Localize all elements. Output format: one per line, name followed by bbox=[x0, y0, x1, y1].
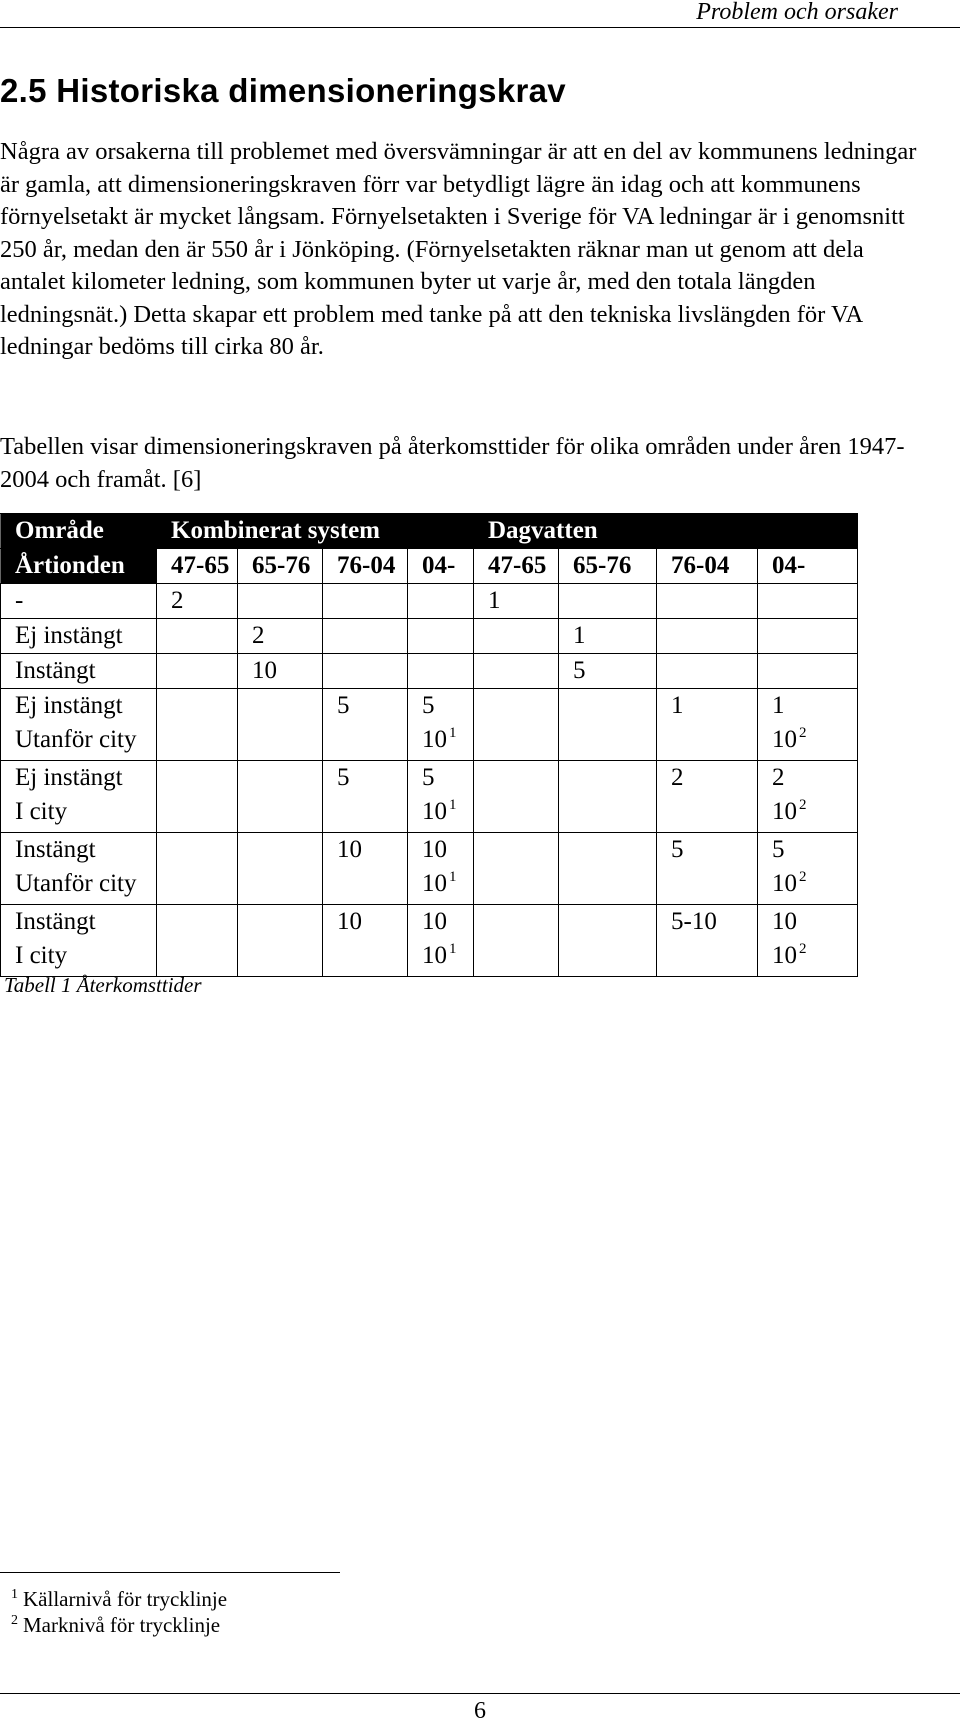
body-paragraph-1: Några av orsakerna till problemet med översvämningar är att en del av kommunens ledningar är gamla, att dimensioneringskraven förr var betydligt lägre än idag och att kommunens förnyelsetakt är mycket långsam. Förnyelsetakten i Sverige för VA ledningar är i genomsnitt 250 år, medan den är 550 år i Jönköping. (Förnyelsetakten räknar man ut genom att dela antalet kilometer ledning, som kommunen byter ut varje år, med den totala längden ledningsnät.) Detta skapar ett problem med tanke på att den tekniska livslängden för VA ledningar bedöms till cirka 80 år. bbox=[0, 138, 917, 360]
footnote-ref: 2 bbox=[799, 797, 807, 813]
value-cell bbox=[657, 619, 758, 654]
value-text: 2 bbox=[171, 587, 184, 614]
return-period-table bbox=[0, 513, 858, 977]
value-cell bbox=[157, 905, 238, 977]
value-text: 10 bbox=[422, 908, 447, 935]
table-row bbox=[1, 689, 858, 761]
table-row bbox=[1, 619, 858, 654]
value-cell bbox=[323, 761, 408, 833]
section-heading: 2.5 Historiska dimensioneringskrav bbox=[0, 72, 566, 109]
value-cell bbox=[323, 905, 408, 977]
area-cell bbox=[1, 584, 157, 619]
value-cell bbox=[408, 761, 474, 833]
value-cell bbox=[408, 833, 474, 905]
table-caption: Tabell 1 Återkomsttider bbox=[4, 973, 202, 997]
value-cell bbox=[474, 905, 559, 977]
area-cell bbox=[1, 833, 157, 905]
value-cell bbox=[559, 905, 657, 977]
area-line: I city bbox=[15, 798, 68, 825]
area-line: Ej instängt bbox=[15, 764, 123, 791]
area-line: Instängt bbox=[15, 657, 96, 684]
subheader-cell: 04- bbox=[408, 549, 474, 584]
footnote-ref: 2 bbox=[799, 725, 807, 741]
value-cell bbox=[157, 689, 238, 761]
value-cell bbox=[657, 654, 758, 689]
area-line: Utanför city bbox=[15, 870, 137, 897]
area-line: Ej instängt bbox=[15, 622, 123, 649]
value-cell bbox=[474, 689, 559, 761]
value-cell bbox=[238, 619, 323, 654]
value-text: 1 bbox=[488, 587, 501, 614]
area-line: Utanför city bbox=[15, 726, 137, 753]
footer-rule bbox=[0, 1693, 960, 1694]
value-text: 10 bbox=[772, 870, 797, 897]
table-row bbox=[1, 654, 858, 689]
value-cell bbox=[323, 689, 408, 761]
value-cell bbox=[323, 584, 408, 619]
subheader-cell: 04- bbox=[758, 549, 858, 584]
value-cell bbox=[758, 654, 858, 689]
value-cell bbox=[758, 619, 858, 654]
value-cell bbox=[657, 833, 758, 905]
subheader-cell: 76-04 bbox=[657, 549, 758, 584]
value-text: 5 bbox=[422, 692, 435, 719]
value-text: 10 bbox=[422, 798, 447, 825]
footnote-rule bbox=[0, 1572, 340, 1573]
table-subheader-row bbox=[1, 549, 858, 584]
page-number: 6 bbox=[474, 1698, 486, 1724]
value-text: 10 bbox=[422, 726, 447, 753]
value-cell bbox=[474, 584, 559, 619]
value-cell bbox=[157, 761, 238, 833]
table-row bbox=[1, 905, 858, 977]
value-cell bbox=[559, 833, 657, 905]
value-cell bbox=[758, 833, 858, 905]
footnote-1 bbox=[11, 1587, 227, 1611]
value-cell bbox=[157, 654, 238, 689]
value-cell bbox=[758, 905, 858, 977]
area-line: I city bbox=[15, 942, 68, 969]
value-cell bbox=[157, 833, 238, 905]
value-cell bbox=[408, 689, 474, 761]
area-cell bbox=[1, 654, 157, 689]
subheader-cell: 76-04 bbox=[323, 549, 408, 584]
table-body bbox=[1, 514, 858, 977]
body-paragraph-2: Tabellen visar dimensioneringskraven på återkomsttider för olika områden under åren 1947-2004 och framåt. [6] bbox=[0, 433, 905, 493]
subheader-cell: 47-65 bbox=[157, 549, 238, 584]
value-cell bbox=[559, 654, 657, 689]
value-cell bbox=[238, 761, 323, 833]
value-cell bbox=[657, 689, 758, 761]
value-cell bbox=[474, 833, 559, 905]
subheader-cell: 65-76 bbox=[238, 549, 323, 584]
footnote-mark: 1 bbox=[11, 1587, 18, 1602]
header-rule bbox=[0, 27, 960, 28]
footnote-ref: 1 bbox=[449, 725, 457, 741]
value-cell bbox=[408, 584, 474, 619]
table-row bbox=[1, 761, 858, 833]
value-cell bbox=[559, 619, 657, 654]
footnote-mark: 2 bbox=[11, 1613, 18, 1628]
value-text: 10 bbox=[772, 798, 797, 825]
value-cell bbox=[408, 654, 474, 689]
value-text: 10 bbox=[772, 726, 797, 753]
footnote-2 bbox=[11, 1613, 220, 1637]
value-cell bbox=[559, 689, 657, 761]
value-cell bbox=[758, 761, 858, 833]
subheader-cell: 65-76 bbox=[559, 549, 657, 584]
value-cell bbox=[758, 689, 858, 761]
value-text: 1 bbox=[772, 692, 785, 719]
value-text: 5-10 bbox=[671, 908, 717, 935]
value-text: 2 bbox=[252, 622, 265, 649]
table-header-row bbox=[1, 514, 858, 549]
area-cell bbox=[1, 905, 157, 977]
value-cell bbox=[323, 833, 408, 905]
value-text: 1 bbox=[573, 622, 586, 649]
value-text: 10 bbox=[772, 942, 797, 969]
footnote-text: Källarnivå för trycklinje bbox=[23, 1587, 228, 1611]
footnote-text: Marknivå för trycklinje bbox=[23, 1613, 221, 1637]
value-text: 10 bbox=[422, 836, 447, 863]
value-text: 2 bbox=[772, 764, 785, 791]
value-text: 1 bbox=[671, 692, 684, 719]
value-cell bbox=[157, 584, 238, 619]
value-cell bbox=[559, 761, 657, 833]
value-cell bbox=[559, 584, 657, 619]
value-cell bbox=[408, 905, 474, 977]
area-line: Instängt bbox=[15, 836, 96, 863]
table-row bbox=[1, 584, 858, 619]
footnote-ref: 1 bbox=[449, 797, 457, 813]
footnote-ref: 1 bbox=[449, 869, 457, 885]
value-cell bbox=[474, 619, 559, 654]
value-cell bbox=[238, 905, 323, 977]
value-text: 5 bbox=[671, 836, 684, 863]
footnote-ref: 2 bbox=[799, 941, 807, 957]
value-text: 5 bbox=[772, 836, 785, 863]
value-cell bbox=[657, 761, 758, 833]
area-cell bbox=[1, 619, 157, 654]
table-row bbox=[1, 833, 858, 905]
value-text: 5 bbox=[422, 764, 435, 791]
header-cell-stormwater: Dagvatten bbox=[474, 514, 858, 549]
area-cell bbox=[1, 689, 157, 761]
value-text: 5 bbox=[573, 657, 586, 684]
area-cell bbox=[1, 761, 157, 833]
value-text: 2 bbox=[671, 764, 684, 791]
subheader-cell-decades: Årtionden bbox=[1, 549, 157, 584]
header-cell-combined-system: Kombinerat system bbox=[157, 514, 474, 549]
value-cell bbox=[657, 584, 758, 619]
area-line: Ej instängt bbox=[15, 692, 123, 719]
value-cell bbox=[238, 833, 323, 905]
value-cell bbox=[323, 654, 408, 689]
value-cell bbox=[474, 654, 559, 689]
value-text: 5 bbox=[337, 692, 350, 719]
value-text: 5 bbox=[337, 764, 350, 791]
value-text: 10 bbox=[252, 657, 277, 684]
area-line: Instängt bbox=[15, 908, 96, 935]
footnote-ref: 1 bbox=[449, 941, 457, 957]
value-text: 10 bbox=[422, 870, 447, 897]
value-text: 10 bbox=[422, 942, 447, 969]
value-text: 10 bbox=[337, 836, 362, 863]
value-cell bbox=[157, 619, 238, 654]
header-cell-area: Område bbox=[1, 514, 157, 549]
value-cell bbox=[238, 584, 323, 619]
value-cell bbox=[323, 619, 408, 654]
running-header: Problem och orsaker bbox=[696, 0, 898, 25]
value-text: 10 bbox=[772, 908, 797, 935]
value-cell bbox=[474, 761, 559, 833]
value-cell bbox=[657, 905, 758, 977]
value-cell bbox=[238, 654, 323, 689]
value-cell bbox=[238, 689, 323, 761]
value-text: 10 bbox=[337, 908, 362, 935]
area-line: - bbox=[15, 587, 24, 614]
value-cell bbox=[758, 584, 858, 619]
value-cell bbox=[408, 619, 474, 654]
footnote-ref: 2 bbox=[799, 869, 807, 885]
subheader-cell: 47-65 bbox=[474, 549, 559, 584]
